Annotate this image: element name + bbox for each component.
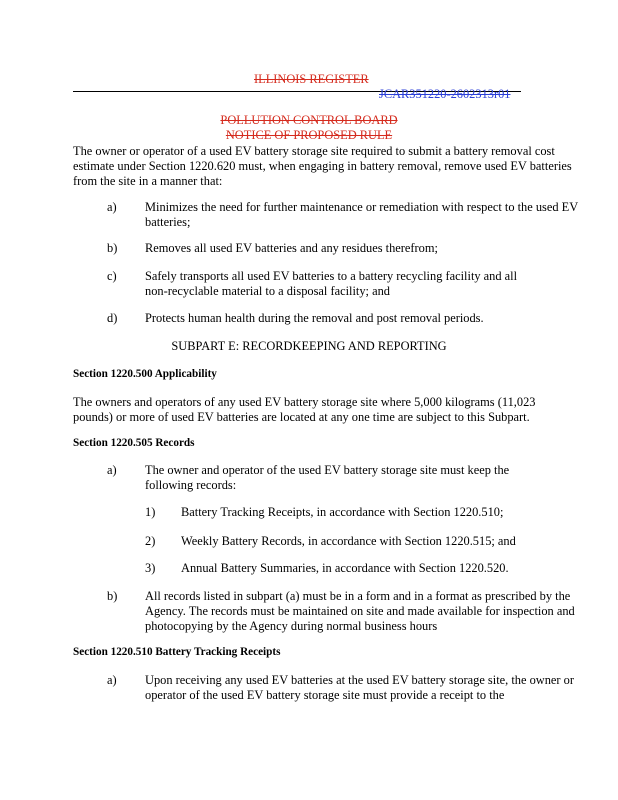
sub-item-label: 2): [145, 534, 156, 548]
sub-item-label: 1): [145, 505, 156, 519]
list-item-text: The owner and operator of the used EV battery storage site must keep the following records:: [145, 463, 510, 493]
sub-item-label: 3): [145, 561, 156, 575]
subpart-title: SUBPART E: RECORDKEEPING AND REPORTING: [171, 339, 447, 353]
notice-title: NOTICE OF PROPOSED RULE: [225, 128, 393, 142]
list-item-label: a): [107, 673, 117, 687]
list-item-text: Upon receiving any used EV batteries at the used EV battery storage site, the owner or operator of the used EV battery storage site must provide a receipt to the: [145, 673, 574, 703]
list-item-label: a): [107, 463, 117, 477]
sub-item-text: Weekly Battery Records, in accordance with Section 1220.515; and: [181, 534, 516, 548]
list-item-label: d): [107, 311, 118, 325]
list-item-text: Safely transports all used EV batteries to a battery recycling facility and all non-recyclable material to a disposal facility; and: [145, 269, 518, 299]
intro-paragraph: The owner or operator of a used EV battery storage site required to submit a battery removal cost estimate under Section 1220.620 must, when engaging in battery removal, remove used EV batteries from the site in a manner that:: [73, 144, 572, 189]
list-item-text: All records listed in subpart (a) must be in a form and in a format as prescribed by the Agency. The records must be maintained on site and made available for inspection and photocopying by the Agency during normal business hours: [145, 589, 575, 634]
section-heading-500: Section 1220.500 Applicability: [73, 368, 217, 380]
section-heading-505: Section 1220.505 Records: [73, 437, 195, 449]
section-heading-510: Section 1220.510 Battery Tracking Receipts: [73, 646, 281, 658]
jcar-code: JCAR351220-2602313r01: [379, 87, 511, 101]
list-item-label: c): [107, 269, 117, 283]
register-title: ILLINOIS REGISTER: [254, 72, 369, 86]
board-name: POLLUTION CONTROL BOARD: [220, 113, 398, 127]
list-item-label: b): [107, 589, 118, 603]
list-item-text: Minimizes the need for further maintenance or remediation with respect to the used EV batteries;: [145, 200, 578, 230]
sub-item-text: Annual Battery Summaries, in accordance with Section 1220.520.: [181, 561, 509, 575]
list-item-label: b): [107, 241, 118, 255]
section-500-text: The owners and operators of any used EV battery storage site where 5,000 kilograms (11,023 pounds) or more of used EV batteries are located at any one time are subject to this Subpart.: [73, 395, 536, 425]
list-item-label: a): [107, 200, 117, 214]
list-item-text: Protects human health during the removal and post removal periods.: [145, 311, 484, 325]
sub-item-text: Battery Tracking Receipts, in accordance with Section 1220.510;: [181, 505, 504, 519]
list-item-text: Removes all used EV batteries and any residues therefrom;: [145, 241, 438, 255]
